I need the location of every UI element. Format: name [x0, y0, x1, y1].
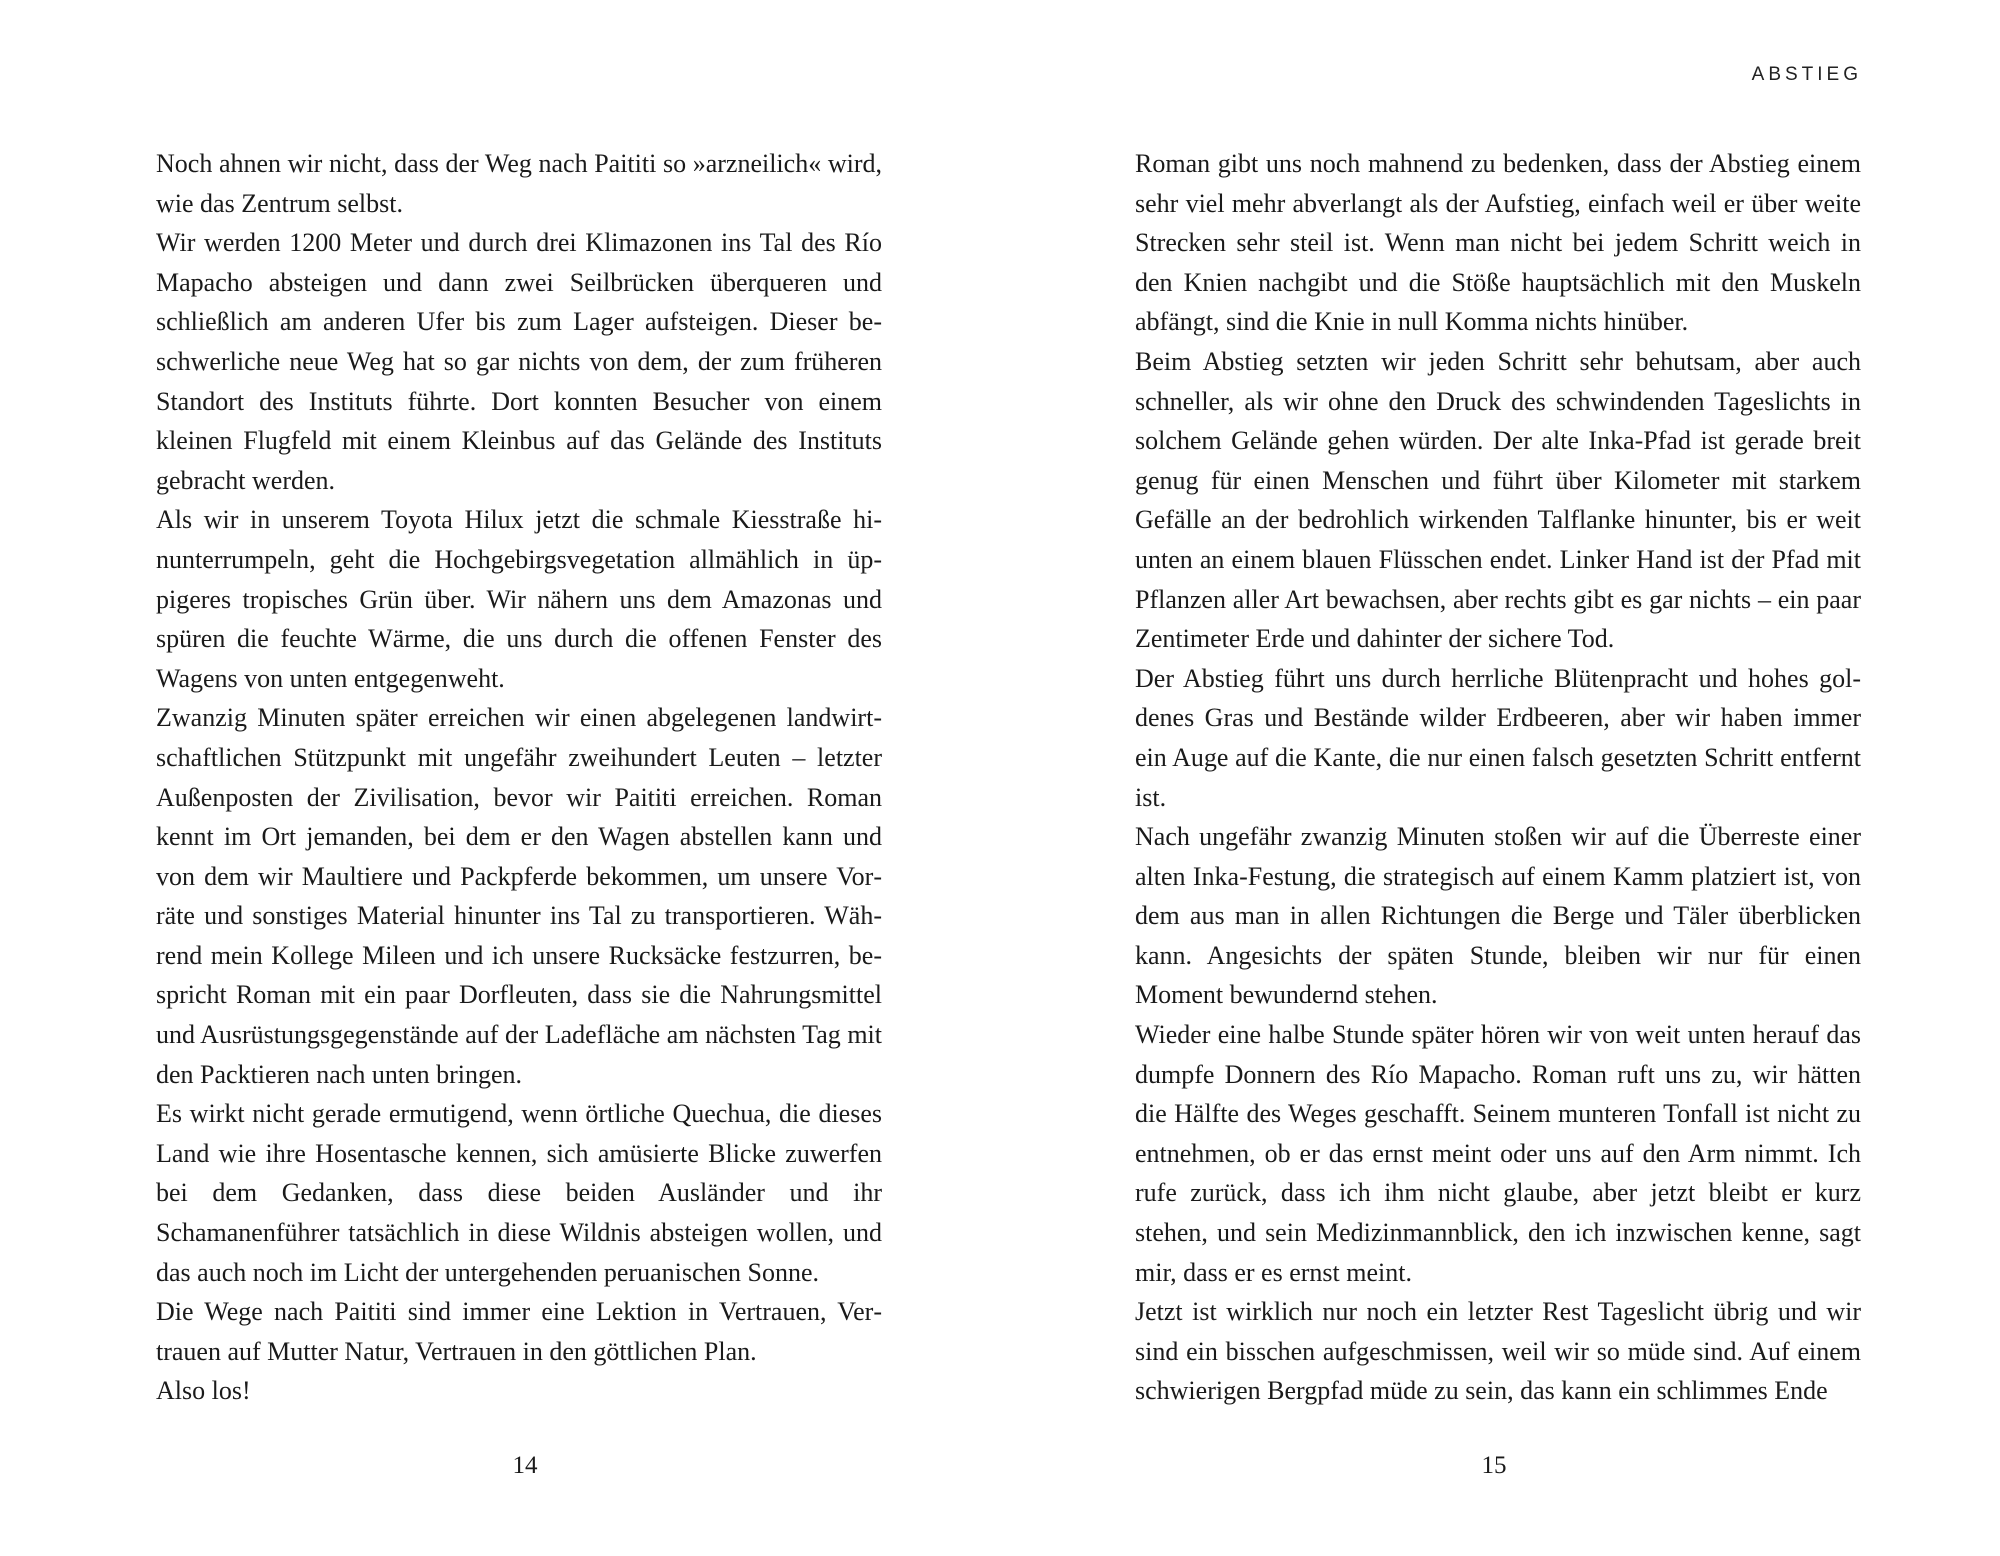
running-head: ABSTIEG — [1751, 64, 1862, 85]
paragraph: Also los! — [156, 1376, 251, 1406]
left-page-text — [156, 144, 882, 1411]
paragraph: Es wirkt nicht gerade ermutigend, wenn örtliche Quechua, die dieses Land wie ihre Hosentasche kennen, sich amüsierte Blicke zuwerfen bei dem Gedanken, dass diese beiden Ausländer und ihr Schamanenführer tatsächlich in diese Wildnis absteigen wollen, und das auch noch im Licht der untergehenden peruanischen Sonne. — [156, 1099, 882, 1287]
paragraph: Wir werden 1200 Meter und durch drei Klimazonen ins Tal des Río Mapacho absteigen und dann zwei Seilbrücken überqueren und schließlich am anderen Ufer bis zum Lager aufsteigen. Dieser beschwerliche neue Weg hat so gar nichts von dem, der zum früheren Standort des Instituts führte. Dort konnten Besucher von einem kleinen Flugfeld mit einem Kleinbus auf das Gelände des Instituts gebracht werden. — [156, 228, 882, 495]
paragraph: Jetzt ist wirklich nur noch ein letzter Rest Tageslicht übrig und wir sind ein bisschen aufgeschmissen, weil wir so müde sind. Auf einem schwierigen Bergpfad müde zu sein, das kann ein schlimmes Ende — [1135, 1297, 1861, 1406]
paragraph: Beim Abstieg setzten wir jeden Schritt sehr behutsam, aber auch schneller, als wir ohne den Druck des schwindenden Tageslichts in solchem Gelände gehen würden. Der alte Inka-Pfad ist gerade breit genug für einen Menschen und führt über Kilometer mit starkem Gefälle an der bedrohlich wirkenden Talflanke hinunter, bis er weit unten an einem blauen Flüsschen endet. Linker Hand ist der Pfad mit Pflanzen aller Art bewachsen, aber rechts gibt es gar nichts – ein paar Zentimeter Erde und dahinter der sichere Tod. — [1135, 346, 1861, 654]
paragraph: Nach ungefähr zwanzig Minuten stoßen wir auf die Überreste einer alten Inka-Festung, die strategisch auf einem Kamm platziert ist, von dem aus man in allen Richtungen die Berge und Täler überblicken kann. Angesichts der späten Stunde, bleiben wir nur für einen Moment bewundernd stehen. — [1135, 822, 1861, 1010]
paragraph: Noch ahnen wir nicht, dass der Weg nach Paititi so »arzneilich« wird, wie das Zentrum selbst. — [156, 149, 882, 218]
paragraph: Zwanzig Minuten später erreichen wir einen abgelegenen landwirtschaftlichen Stützpunkt mit ungefähr zweihundert Leuten – letzter Außenposten der Zivilisation, bevor wir Paititi erreichen. Roman kennt im Ort jemanden, bei dem er den Wagen abstellen kann und von dem wir Maultiere und Packpferde bekommen, um unsere Vorräte und sonstiges Material hinunter ins Tal zu transportieren. Während mein Kollege Mileen und ich unsere Rucksäcke festzurren, bespricht Roman mit ein paar Dorfleuten, dass sie die Nahrungsmittel und Ausrüstungsgegenstände auf der Ladefläche am nächsten Tag mit den Packtieren nach unten bringen. — [156, 703, 882, 1089]
paragraph: Der Abstieg führt uns durch herrliche Blütenpracht und hohes goldenes Gras und Bestände wilder Erdbeeren, aber wir haben immer ein Auge auf die Kante, die nur einen falsch gesetzten Schritt entfernt ist. — [1135, 663, 1861, 812]
paragraph: Die Wege nach Paititi sind immer eine Lektion in Vertrauen, Vertrauen auf Mutter Natur, Vertrauen in den göttlichen Plan. — [156, 1297, 882, 1366]
page-number-right: 15 — [1481, 1452, 1507, 1479]
paragraph: Roman gibt uns noch mahnend zu bedenken, dass der Abstieg einem sehr viel mehr abverlangt als der Aufstieg, einfach weil er über weite Strecken sehr steil ist. Wenn man nicht bei jedem Schritt weich in den Knien nachgibt und die Stöße hauptsächlich mit den Muskeln abfängt, sind die Knie in null Komma nichts hinüber. — [1135, 149, 1861, 337]
page-number-left: 14 — [512, 1452, 538, 1479]
paragraph: Als wir in unserem Toyota Hilux jetzt die schmale Kiesstraße hinunterrumpeln, geht die Hochgebirgsvegetation allmählich in üppigeres tropisches Grün über. Wir nähern uns dem Amazonas und spüren die feuchte Wärme, die uns durch die offenen Fenster des Wagens von unten entgegenweht. — [156, 505, 882, 693]
right-page-text — [1135, 144, 1861, 1411]
right-page — [1000, 0, 2000, 1556]
paragraph: Wieder eine halbe Stunde später hören wir von weit unten herauf das dumpfe Donnern des Río Mapacho. Roman ruft uns zu, wir hätten die Hälfte des Weges geschafft. Seinem munteren Tonfall ist nicht zu entnehmen, ob er das ernst meint oder uns auf den Arm nimmt. Ich rufe zurück, dass ich ihm nicht glaube, aber jetzt bleibt er kurz stehen, und sein Medizinmannblick, den ich inzwischen kenne, sagt mir, dass er es ernst meint. — [1135, 1020, 1861, 1287]
